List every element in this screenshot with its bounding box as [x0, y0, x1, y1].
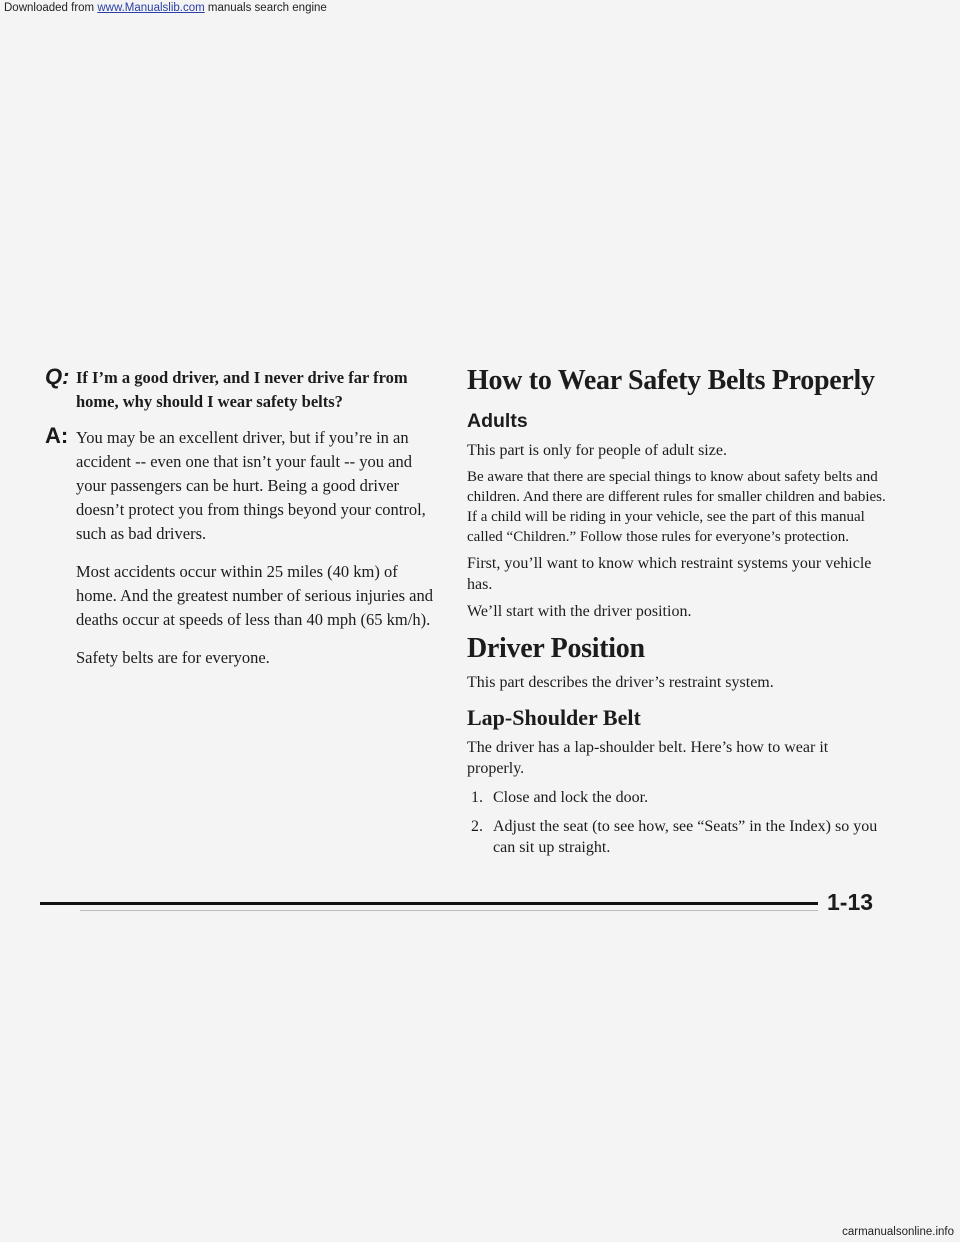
answer-block	[45, 423, 435, 670]
adults-paragraph-3: First, you’ll want to know which restraint systems your vehicle has.	[467, 555, 872, 593]
answer-text: You may be an excellent driver, but if you’re in an accident -- even one that isn’t your fault -- you and your passengers can be hurt. Being a good driver doesn’t protect you from things beyond your control, such as bad drivers.	[76, 428, 426, 543]
adults-paragraph-1: This part is only for people of adult size.	[467, 442, 727, 459]
list-item	[467, 816, 887, 858]
step-number: 1.	[471, 789, 483, 806]
manualslib-link[interactable]: www.Manualslib.com	[97, 2, 205, 14]
subheading-lap-shoulder-belt: Lap-Shoulder Belt	[467, 705, 641, 730]
watermark-prefix: Downloaded from	[4, 2, 98, 14]
steps-list	[467, 787, 887, 858]
footer-rule-fine	[80, 910, 818, 911]
subheading-adults: Adults	[467, 410, 528, 432]
left-column	[45, 366, 435, 670]
question-block	[45, 366, 435, 414]
accidents-paragraph: Most accidents occur within 25 miles (40 km) of home. And the greatest number of serious injuries and deaths occur at speeds of less than 40 mph (65 km/h).	[76, 562, 433, 629]
everyone-paragraph: Safety belts are for everyone.	[76, 648, 270, 667]
question-marker: Q:	[45, 364, 70, 389]
carmanuals-watermark: carmanualsonline.info	[842, 1226, 954, 1238]
adults-paragraph-4: We’ll start with the driver position.	[467, 603, 692, 620]
list-item	[467, 787, 887, 808]
footer-rule	[40, 902, 818, 905]
page-number: 1-13	[827, 889, 874, 915]
right-column	[467, 364, 887, 866]
step-number: 2.	[471, 818, 483, 835]
section-heading-driver-position: Driver Position	[467, 633, 645, 664]
step-text: Adjust the seat (to see how, see “Seats” in the Index) so you can sit up straight.	[493, 818, 878, 856]
driver-paragraph: This part describes the driver’s restraint system.	[467, 674, 774, 691]
download-watermark	[4, 2, 327, 14]
answer-marker: A:	[45, 423, 69, 448]
lap-paragraph: The driver has a lap-shoulder belt. Here’s how to wear it properly.	[467, 739, 829, 777]
section-heading-wear-belts: How to Wear Safety Belts Properly	[467, 365, 875, 396]
question-text: If I’m a good driver, and I never drive far from home, why should I wear safety belts?	[76, 368, 408, 411]
step-text: Close and lock the door.	[493, 789, 649, 806]
adults-paragraph-2: Be aware that there are special things to know about safety belts and children. And there are different rules for smaller children and babies. If a child will be riding in your vehicle, see the part of this manual called “Children.” Follow those rules for everyone’s protection.	[467, 469, 886, 545]
watermark-suffix: manuals search engine	[204, 2, 327, 14]
